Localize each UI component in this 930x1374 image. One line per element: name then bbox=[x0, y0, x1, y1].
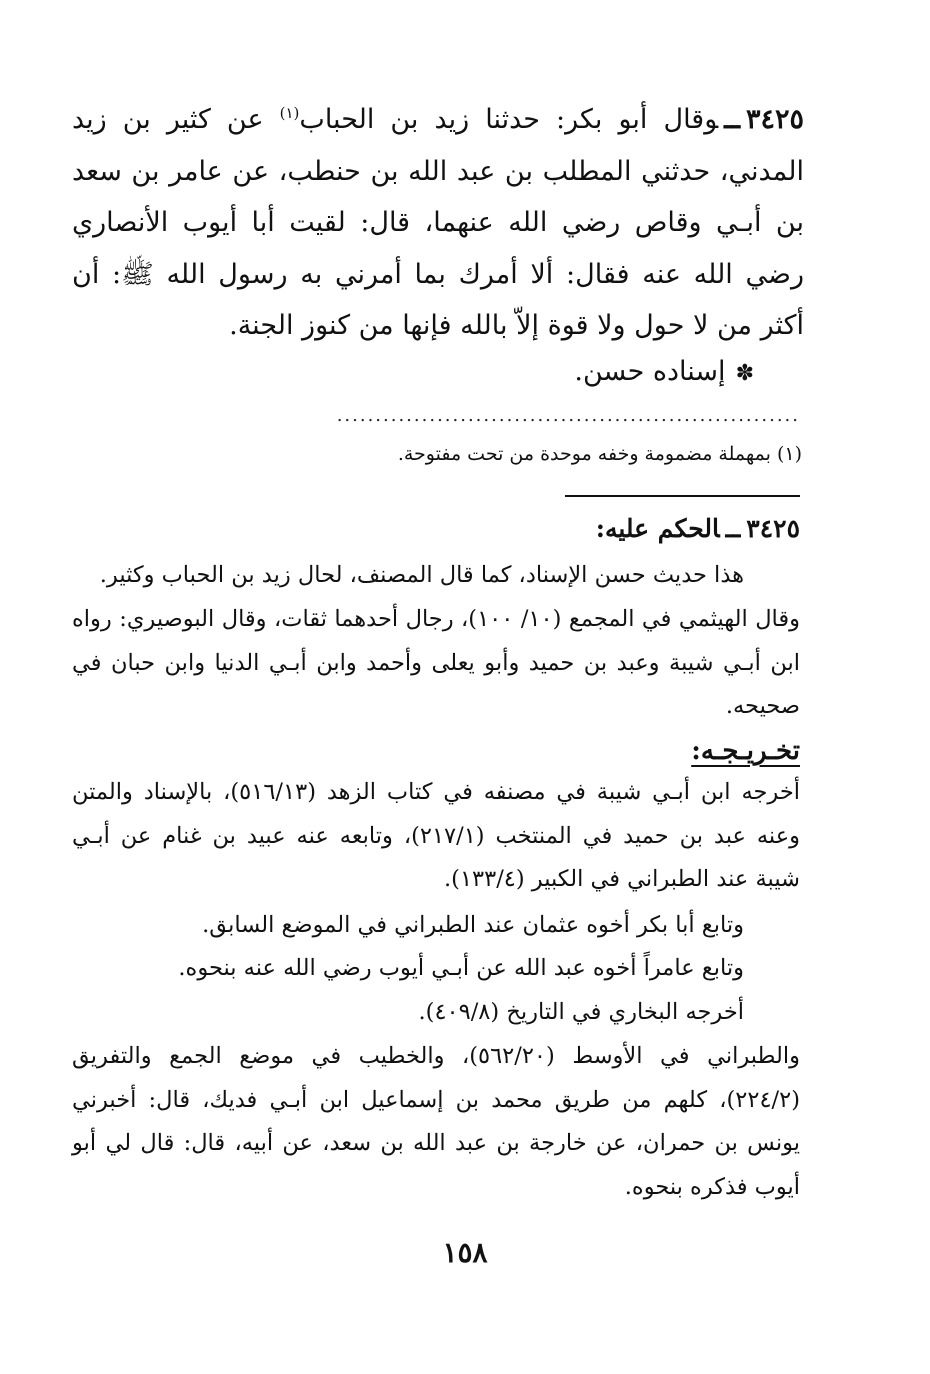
hadith-text-after-note: عن كثير بن زيد المدني، حدثني المطلب بن عبد الله بن حنطب، عن عامر بن سعد بن أبـي وقاص رضي الله عنهما، قال: لقيت أبا أيوب الأنصاري رضي الله عنه فقال: ألا أمرك بما أمرني به رسول الله ﷺ: أن أكثر من لا حول ولا قوة إلاّ بالله فإنها من كنوز الجنة. bbox=[72, 104, 804, 341]
isnad-grade-text: إسناده حسن. bbox=[574, 356, 726, 387]
hadith-text bbox=[72, 94, 804, 352]
takhrij-paragraph: وتابع أبا بكر أخوه عثمان عند الطبراني في الموضع السابق. bbox=[202, 912, 744, 938]
asterisk-icon: ✽ bbox=[735, 361, 754, 386]
ruling-number: ٣٤٢٥ bbox=[746, 514, 800, 543]
takhrij-paragraph: والطبراني في الأوسط (٥٦٢/٢٠)، والخطيب في موضع الجمع والتفريق (٢٢٤/٢)، كلهم من طريق محمد بن إسماعيل ابن أبـي فديك، قال: أخبرني يونس بن حمران، عن خارجة بن عبد الله بن سعد، عن أبيه، قال: قال لي أبو أيوب فذكره بنحوه. bbox=[72, 1043, 800, 1200]
hadith-text-before-note: وقال أبو بكر: حدثنا زيد بن الحباب bbox=[299, 104, 719, 135]
page-number: ١٥٨ bbox=[442, 1236, 488, 1269]
isnad-grade bbox=[574, 352, 754, 394]
ruling-heading bbox=[596, 510, 800, 548]
takhrij-paragraph: وتابع عامراً أخوه عبد الله عن أبـي أيوب رضي الله عنه بنحوه. bbox=[178, 955, 744, 981]
takhrij-paragraph: أخرجه ابن أبـي شيبة في مصنفه في كتاب الزهد (٥١٦/١٣)، بالإسناد والمتن وعنه عبد بن حميد في المنتخب (٢١٧/١)، وتابعه عنه عبيد بن غنام عن أبـي شيبة عند الطبراني في الكبير (١٣٣/٤). bbox=[72, 779, 800, 892]
ruling-dash: ــ bbox=[725, 514, 741, 543]
hadith-dash: ــ bbox=[724, 104, 740, 135]
section-divider bbox=[565, 495, 800, 497]
ruling-paragraph: وقال الهيثمي في المجمع (١٠/ ١٠٠)، رجال أحدهما ثقات، وقال البوصيري: رواه ابن أبـي شيبة وعبد بن حميد وأبو يعلى وأحمد وابن أبـي الدنيا وابن حبان في صحيحه. bbox=[72, 606, 801, 719]
footnote-separator: ............................................................ bbox=[336, 408, 800, 424]
ruling-title: الحكم عليه: bbox=[595, 514, 720, 543]
takhrij-heading bbox=[691, 733, 800, 769]
takhrij-title: تخـريـجـه: bbox=[691, 736, 800, 766]
footnote: (١) بمهملة مضمومة وخفه موحدة من تحت مفتوحة. bbox=[397, 443, 802, 465]
ruling-paragraph: هذا حديث حسن الإسناد، كما قال المصنف، لحال زيد بن الحباب وكثير. bbox=[99, 562, 744, 588]
hadith-number: ٣٤٢٥ bbox=[745, 104, 804, 135]
takhrij-paragraph: أخرجه البخاري في التاريخ (٤٠٩/٨). bbox=[418, 999, 744, 1025]
footnote-marker: (١) bbox=[279, 104, 300, 122]
